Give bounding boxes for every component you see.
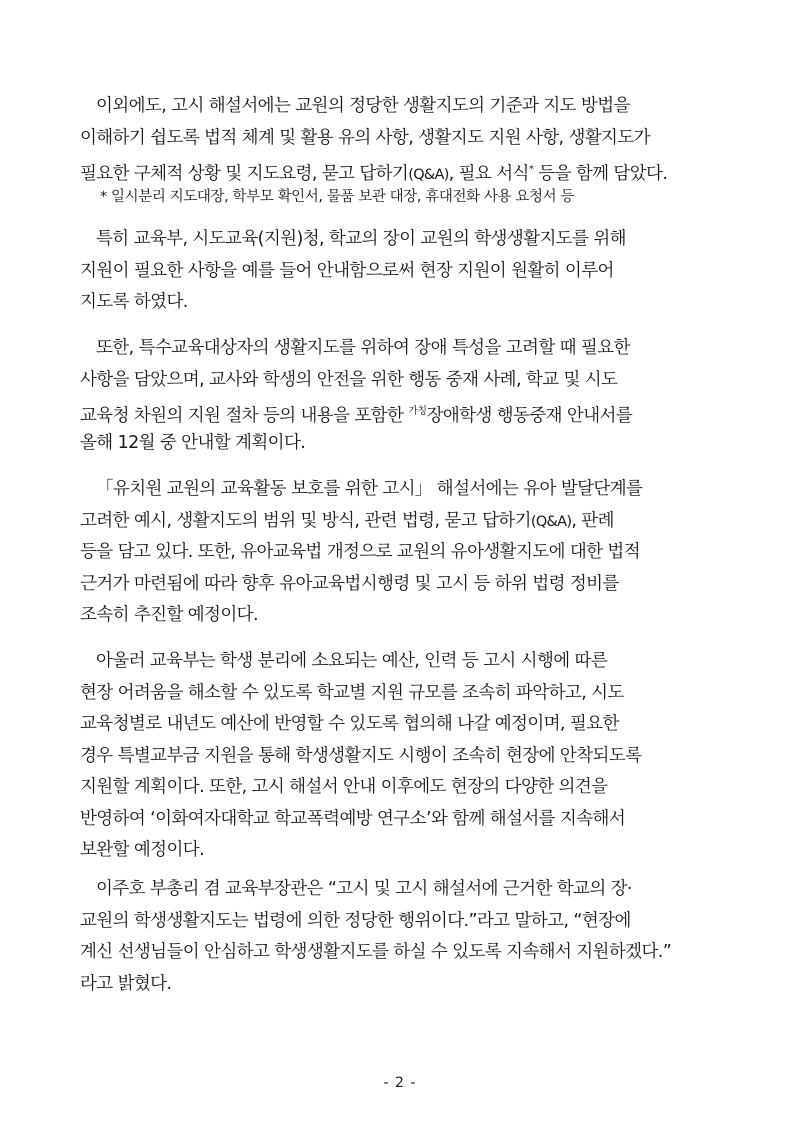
text-line: 보완할 예정이다. bbox=[80, 840, 205, 860]
tentative-label: 가칭 bbox=[408, 406, 427, 417]
text-line: 반영하여 ‘이화여자대학교 학교폭력예방 연구소’와 함께 해설서를 지속해서 bbox=[80, 808, 626, 829]
text-run: 등을 함께 담았다. bbox=[533, 164, 668, 184]
text-line: 아울러 교육부는 학생 분리에 소요되는 예산, 인력 등 고시 시행에 따른 bbox=[96, 651, 608, 671]
text-line: 또한, 특수교육대상자의 생활지도를 위하여 장애 특성을 고려할 때 필요한 bbox=[96, 338, 630, 358]
qa-label: (Q&A) bbox=[408, 167, 449, 183]
footnote-mark: * bbox=[528, 164, 534, 175]
text-line: 올해 12월 중 안내할 계획이다. bbox=[80, 432, 306, 453]
text-line: 경우 특별교부금 지원을 통해 학생생활지도 시행이 조속히 현장에 안착되도록 bbox=[80, 745, 642, 766]
text-line: 이주호 부총리 겸 교육부장관은 “고시 및 고시 해설서에 근거한 학교의 장· bbox=[96, 879, 632, 899]
text-line: 지원할 계획이다. 또한, 고시 해설서 안내 이후에도 현장의 다양한 의견을 bbox=[80, 777, 608, 797]
text-line bbox=[80, 506, 725, 538]
text-line: 조속히 추진할 예정이다. bbox=[80, 605, 258, 625]
text-run: 필요한 구체적 상황 및 지도요령, 묻고 답하기 bbox=[80, 164, 409, 184]
paragraph-minister-quote bbox=[80, 874, 725, 1000]
qa-label: (Q&A) bbox=[530, 513, 572, 530]
text-line: 계신 선생님들이 안심하고 학생생활지도를 하실 수 있도록 지속해서 지원하겠다.” bbox=[80, 942, 672, 962]
text-line: 교육청별로 내년도 예산에 반영할 수 있도록 협의해 나갈 예정이며, 필요한 bbox=[80, 714, 619, 734]
text-line: 특히 교육부, 시도교육(지원)청, 학교의 장이 교원의 학생생활지도를 위해 bbox=[96, 229, 626, 249]
text-run: 고려한 예시, 생활지도의 범위 및 방식, 관련 법령, 묻고 답하기 bbox=[80, 510, 531, 531]
paragraph-guide-contents bbox=[80, 91, 725, 186]
text-line: 지도록 하였다. bbox=[80, 292, 188, 312]
text-run: , 판례 bbox=[571, 510, 614, 531]
text-line: 라고 밝혔다. bbox=[80, 973, 172, 994]
text-line: 이외에도, 고시 해설서에는 교원의 정당한 생활지도의 기준과 지도 방법을 bbox=[96, 96, 630, 116]
paragraph-budget bbox=[80, 646, 725, 867]
text-line: 「유치원 교원의 교육활동 보호를 위한 고시」 해설서에는 유아 발달단계를 bbox=[96, 479, 643, 499]
text-line: 근거가 마련됨에 따라 향후 유아교육법시행령 및 고시 등 하위 법령 정비를 bbox=[80, 573, 619, 594]
text-line: 사항을 담았으며, 교사와 학생의 안전을 위한 행동 중재 사례, 학교 및 시도 bbox=[80, 369, 618, 390]
text-run: , 필요 서식 bbox=[448, 164, 529, 184]
paragraph-special-education bbox=[80, 333, 725, 459]
paragraph-support bbox=[80, 224, 725, 319]
text-line: 지원이 필요한 사항을 예를 들어 안내함으로써 현장 지원이 원활히 이루어 bbox=[80, 260, 614, 281]
text-line: 이해하기 쉽도록 법적 체계 및 활용 유의 사항, 생활지도 지원 사항, 생활지도가 bbox=[80, 127, 650, 148]
text-line: 교원의 학생생활지도는 법령에 의한 정당한 행위이다.”라고 말하고, “현장에 bbox=[80, 910, 631, 931]
page-number: - 2 - bbox=[383, 1075, 417, 1091]
paragraph-kindergarten bbox=[80, 474, 725, 632]
text-run: 장애학생 행동중재 안내서를 bbox=[426, 406, 633, 426]
footnote: * 일시분리 지도대장, 학부모 확인서, 물품 보관 대장, 휴대전화 사용 요청서 등 bbox=[100, 189, 574, 205]
text-run: 교육청 차원의 지원 절차 등의 내용을 포함한 bbox=[80, 406, 409, 426]
text-line: 현장 어려움을 해소할 수 있도록 학교별 지원 규모를 조속히 파악하고, 시도 bbox=[80, 682, 624, 703]
text-line bbox=[80, 396, 725, 428]
text-line: 등을 담고 있다. 또한, 유아교육법 개정으로 교원의 유아생활지도에 대한 법적 bbox=[80, 542, 641, 562]
text-line bbox=[80, 154, 725, 186]
